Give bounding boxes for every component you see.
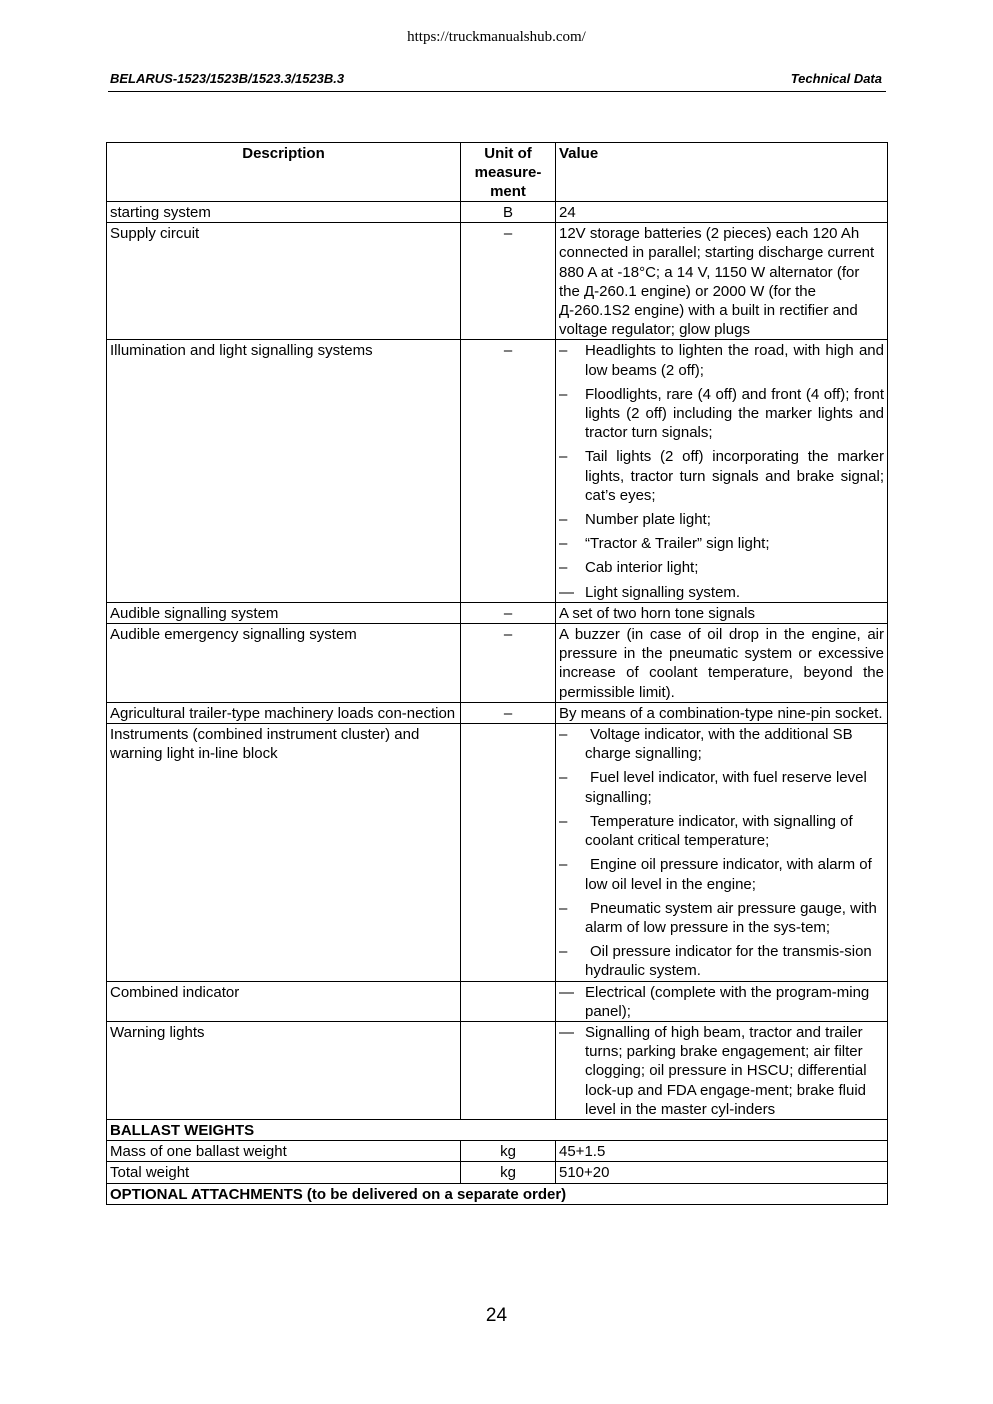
row-unit: – xyxy=(461,602,556,623)
list-item-text: “Tractor & Trailer” sign light; xyxy=(585,535,770,553)
bullet-dash: – xyxy=(559,726,568,744)
row-value: A buzzer (in case of oil drop in the engine, air pressure in the pneumatic system or excessive increase of coolant temperature, beyond the permissible limit). xyxy=(556,624,888,703)
header-model: BELARUS-1523/1523B/1523.3/1523B.3 xyxy=(110,71,345,86)
row-description: Instruments (combined instrument cluster) and warning light in-line block xyxy=(107,724,461,981)
row-description: Audible signalling system xyxy=(107,602,461,623)
list-item xyxy=(559,510,884,529)
list-item xyxy=(559,812,884,850)
row-unit xyxy=(461,1021,556,1119)
list-item xyxy=(559,447,884,505)
running-header xyxy=(108,71,886,92)
row-unit: – xyxy=(461,340,556,602)
row-unit: – xyxy=(461,702,556,723)
list-item-text: Engine oil pressure indicator, with alarm of low oil level in the engine; xyxy=(585,856,872,893)
row-description: Audible emergency signalling system xyxy=(107,624,461,703)
bullet-dash: — xyxy=(559,1023,574,1041)
row-description: Mass of one ballast weight xyxy=(107,1141,461,1162)
item-list xyxy=(559,341,884,601)
table-row-ballast-mass xyxy=(107,1141,888,1162)
list-item-text: Headlights to lighten the road, with high and low beams (2 off); xyxy=(585,342,884,379)
table-row-emergency-signalling xyxy=(107,624,888,703)
page-number: 24 xyxy=(485,1305,508,1326)
header-value: Value xyxy=(556,143,888,202)
table-section-ballast xyxy=(107,1119,888,1140)
table-row-illumination xyxy=(107,340,888,602)
list-item-text: Signalling of high beam, tractor and trailer turns; parking brake engagement; air filter clogging; oil pressure in HSCU; differential lock-up and FDA engage-ment; brake fluid level in the master cyl-inders xyxy=(585,1023,867,1118)
bullet-dash: – xyxy=(559,511,568,529)
bullet-dash: – xyxy=(559,448,568,466)
item-list xyxy=(559,1023,884,1119)
bullet-dash: – xyxy=(559,385,568,403)
table-row-audible-signalling xyxy=(107,602,888,623)
table-row-trailer-connection xyxy=(107,702,888,723)
bullet-dash: – xyxy=(559,812,568,830)
list-item-text: Oil pressure indicator for the transmis-sion hydraulic system. xyxy=(585,943,872,980)
list-item-text: Fuel level indicator, with fuel reserve level signalling; xyxy=(585,769,867,806)
row-description: Agricultural trailer-type machinery loads con-nection xyxy=(107,702,461,723)
list-item-text: Voltage indicator, with the additional SB charge signalling; xyxy=(585,726,853,763)
row-unit xyxy=(461,724,556,981)
list-item xyxy=(559,385,884,443)
bullet-dash: – xyxy=(559,535,568,553)
list-item-text: Electrical (complete with the program-ming panel); xyxy=(585,983,870,1020)
list-item xyxy=(559,899,884,937)
bullet-dash: – xyxy=(559,899,568,917)
table-section-optional xyxy=(107,1183,888,1204)
item-list xyxy=(559,725,884,980)
row-description: Warning lights xyxy=(107,1021,461,1119)
row-value: 12V storage batteries (2 pieces) each 120 Ah connected in parallel; starting discharge current 880 A at -18°C; a 14 V, 1150 W alternator (for the Д-260.1 engine) or 2000 W (for the Д-260.1S2 engine) with a built in rectifier and voltage regulator; glow plugs xyxy=(556,223,888,340)
row-unit xyxy=(461,981,556,1021)
row-unit: kg xyxy=(461,1141,556,1162)
site-url[interactable]: https://truckmanualshub.com/ xyxy=(407,29,586,45)
row-unit: B xyxy=(461,202,556,223)
table-row-supply-circuit xyxy=(107,223,888,340)
row-value: 24 xyxy=(556,202,888,223)
bullet-dash: – xyxy=(559,769,568,787)
row-description: Supply circuit xyxy=(107,223,461,340)
list-item xyxy=(559,942,884,980)
row-unit: – xyxy=(461,223,556,340)
list-item-text: Number plate light; xyxy=(585,511,711,529)
row-value: By means of a combination-type nine-pin socket. xyxy=(556,702,888,723)
list-item-text: Pneumatic system air pressure gauge, with alarm of low pressure in the sys-tem; xyxy=(585,899,877,936)
row-description: starting system xyxy=(107,202,461,223)
list-item xyxy=(559,341,884,379)
bullet-dash: — xyxy=(559,583,574,601)
bullet-dash: — xyxy=(559,983,574,1001)
list-item-text: Tail lights (2 off) incorporating the marker lights, tractor turn signals and brake signal; cat’s eyes; xyxy=(585,448,884,504)
row-value xyxy=(556,340,888,602)
list-item xyxy=(559,725,884,763)
header-section: Technical Data xyxy=(790,71,882,86)
section-heading: OPTIONAL ATTACHMENTS (to be delivered on a separate order) xyxy=(107,1183,888,1204)
header-unit: Unit of measure-ment xyxy=(461,143,556,202)
row-description: Total weight xyxy=(107,1162,461,1183)
list-item-text: Light signalling system. xyxy=(585,583,741,601)
header-description: Description xyxy=(107,143,461,202)
row-value: A set of two horn tone signals xyxy=(556,602,888,623)
list-item xyxy=(559,583,884,602)
list-item xyxy=(559,1023,884,1119)
list-item xyxy=(559,768,884,806)
bullet-dash: – xyxy=(559,342,568,360)
list-item-text: Temperature indicator, with signalling of coolant critical temperature; xyxy=(585,812,853,850)
item-list xyxy=(559,983,884,1021)
bullet-dash: – xyxy=(559,559,568,577)
list-item xyxy=(559,558,884,577)
list-item-text: Cab interior light; xyxy=(585,559,699,577)
bullet-dash: – xyxy=(559,856,568,874)
row-description: Illumination and light signalling systems xyxy=(107,340,461,602)
row-value xyxy=(556,981,888,1021)
row-value xyxy=(556,724,888,981)
row-value: 510+20 xyxy=(556,1162,888,1183)
section-heading: BALLAST WEIGHTS xyxy=(107,1119,888,1140)
list-item xyxy=(559,983,884,1021)
table-row-instruments xyxy=(107,724,888,981)
table-row-starting-system xyxy=(107,202,888,223)
bullet-dash: – xyxy=(559,943,568,961)
row-unit: – xyxy=(461,624,556,703)
table-row-warning-lights xyxy=(107,1021,888,1119)
list-item-text: Floodlights, rare (4 off) and front (4 off); front lights (2 off) including the marker lights and tractor turn signals; xyxy=(585,385,884,442)
row-unit: kg xyxy=(461,1162,556,1183)
row-value xyxy=(556,1021,888,1119)
table-header-row xyxy=(107,143,888,202)
table-row-ballast-total xyxy=(107,1162,888,1183)
row-description: Combined indicator xyxy=(107,981,461,1021)
list-item xyxy=(559,534,884,553)
row-value: 45+1.5 xyxy=(556,1141,888,1162)
table-row-combined-indicator xyxy=(107,981,888,1021)
list-item xyxy=(559,855,884,893)
technical-data-table xyxy=(106,142,888,1205)
